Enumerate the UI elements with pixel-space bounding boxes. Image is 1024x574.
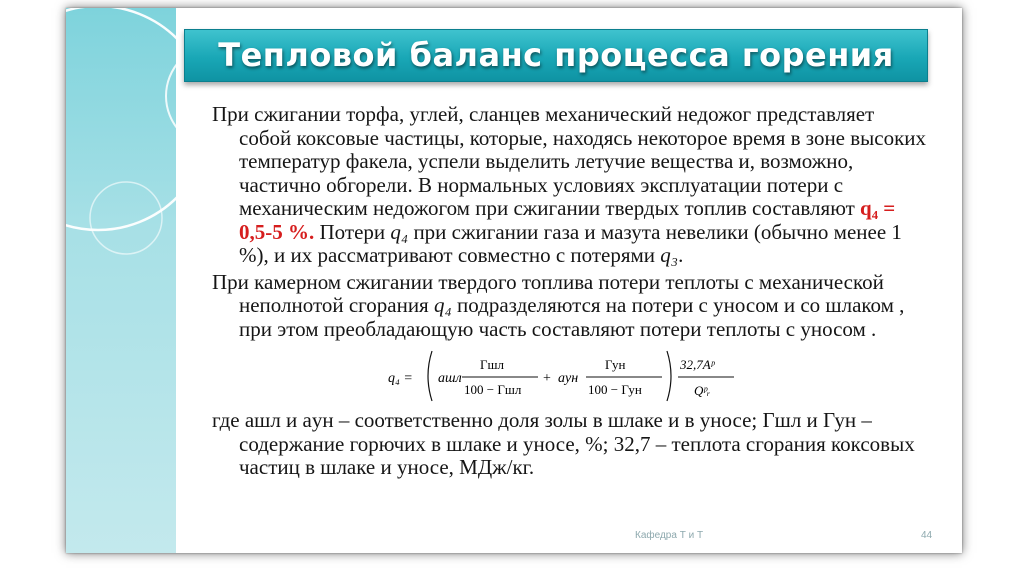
paragraph-mechanical-underburning — [212, 103, 927, 268]
slide-title: Тепловой баланс процесса горения — [218, 36, 894, 74]
paragraph1-text-before: При сжигании торфа, углей, сланцев механический недожог представляет собой коксовые частицы, которые, находясь некоторое время в зоне высоких температур факела, успели выделить летучие вещества и, возможно, частично обгорели. В нормальных условиях эксплуатации потери с механическим недожогом при сжигании твердых топлив составляют — [212, 102, 927, 220]
paragraph-chamber-combustion — [212, 271, 927, 342]
paragraph2-text-after: подразделяются на потери с уносом и со шлаком , при этом преобладающую часть составляют потери теплоты с уносом . — [239, 293, 905, 341]
formula-denominator-un: 100 − Гун — [588, 382, 642, 397]
paragraph1-end: . — [678, 243, 684, 267]
title-bar — [184, 29, 928, 82]
formula-constant: 32,7Aᵖ — [680, 357, 715, 372]
footer-department: Кафедра Т и Т — [635, 530, 704, 541]
paragraph1-text-middle: Потери — [314, 219, 391, 244]
slide — [66, 8, 962, 553]
formula-plus: + — [543, 371, 551, 386]
q4-variable-2: q₄ — [433, 293, 452, 317]
formula-g-un-numerator: Гун — [605, 357, 626, 372]
formula-lhs: q₄ = — [388, 371, 413, 386]
formula-q-heat: Qᵖᵣ — [694, 383, 711, 398]
paragraph-definitions: где aшл и aун – соответственно доля золы в шлаке и в уносе; Гшл и Гун – содержание горючих в шлаке и уносе, %; 32,7 – теплота сгорания коксовых частиц в шлаке и уносе, МДж/кг. — [212, 408, 915, 479]
formula-a-sl: aшл — [438, 371, 462, 386]
q4-variable: q₄ — [390, 219, 409, 244]
slide-content — [212, 103, 927, 480]
formula-a-un: aун — [558, 371, 579, 386]
q4-range-highlight: q₄ = 0,5-5 %. — [239, 196, 896, 244]
paragraph1-text-after: при сжигании газа и мазута невелики (обычно менее 1 %), и их рассматривают совместно с потерями — [239, 219, 902, 267]
footer-page-number: 44 — [921, 530, 933, 541]
q3-variable: q₃ — [660, 243, 679, 267]
formula-denominator-sl: 100 − Гшл — [464, 382, 522, 397]
paragraph2-text-before: При камерном сжигании твердого топлива потери теплоты с механической неполнотой сгорания — [212, 269, 884, 317]
q4-formula-svg — [212, 345, 927, 407]
q4-formula — [212, 345, 927, 407]
formula-g-sl-numerator: Гшл — [480, 357, 505, 372]
